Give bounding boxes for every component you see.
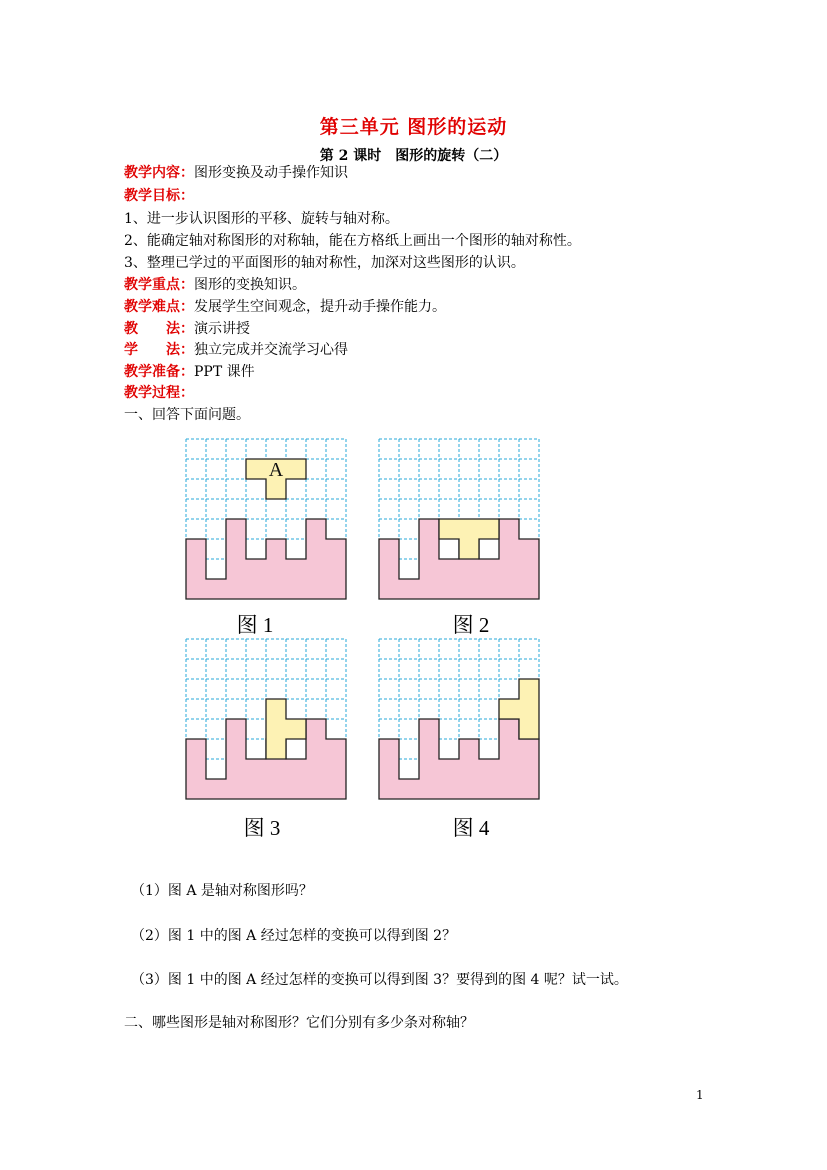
difficulty-row (124, 297, 446, 317)
content-label: 教学内容： (124, 165, 194, 181)
unit-title: 第三单元 图形的运动 (319, 116, 508, 138)
prep-label: 教学准备： (124, 364, 194, 380)
shape-a-label: A (268, 459, 284, 481)
section2-heading: 二、哪些图形是轴对称图形？它们分别有多少条对称轴？ (124, 1015, 474, 1031)
goal-item: 2、能确定轴对称图形的对称轴，能在方格纸上画出一个图形的轴对称性。 (124, 233, 581, 249)
goal-item: 1、进一步认识图形的平移、旋转与轴对称。 (124, 211, 399, 227)
key-value: 图形的变换知识。 (194, 277, 306, 293)
learn-method-value: 独立完成并交流学习心得 (194, 342, 348, 358)
key-label: 教学重点： (124, 277, 194, 293)
figure-1-caption: 图 1 (236, 613, 274, 637)
question-3: （3）图 1 中的图 A 经过怎样的变换可以得到图 3？要得到的图 4 呢？试一试。 (131, 972, 628, 988)
figure-4-grid (378, 638, 540, 804)
key-row (124, 275, 306, 295)
lesson-subtitle: 第 2 课时 图形的旋转（二） (319, 148, 508, 164)
goal-item: 3、整理已学过的平面图形的轴对称性，加深对这些图形的认识。 (124, 255, 525, 271)
question-1: （1）图 A 是轴对称图形吗？ (131, 883, 313, 899)
figure-3-caption: 图 3 (243, 816, 281, 840)
teach-method-label: 教 法： (124, 321, 194, 337)
goals-row (124, 186, 194, 206)
page-number: 1 (696, 1088, 704, 1102)
process-label: 教学过程： (124, 385, 194, 401)
content-value: 图形变换及动手操作知识 (194, 165, 348, 181)
figure-2-caption: 图 2 (452, 613, 490, 637)
section1-heading: 一、回答下面问题。 (124, 407, 250, 423)
figure-4-caption: 图 4 (452, 816, 490, 840)
figure-3-grid (185, 638, 347, 804)
figure-2-grid (378, 438, 540, 604)
prep-value: PPT 课件 (194, 364, 255, 380)
goals-label: 教学目标： (124, 188, 194, 204)
learn-method-row (124, 340, 348, 360)
teach-method-row (124, 319, 250, 339)
difficulty-label: 教学难点： (124, 299, 194, 315)
figure-1-grid (185, 438, 347, 604)
figure-a-shape (439, 519, 499, 559)
prep-row (124, 362, 255, 382)
difficulty-value: 发展学生空间观念，提升动手操作能力。 (194, 299, 446, 315)
question-2: （2）图 1 中的图 A 经过怎样的变换可以得到图 2？ (131, 928, 457, 944)
teach-method-value: 演示讲授 (194, 321, 250, 337)
learn-method-label: 学 法： (124, 342, 194, 358)
content-row (124, 163, 348, 183)
figure-a-shape (266, 699, 306, 759)
process-row (124, 383, 194, 403)
